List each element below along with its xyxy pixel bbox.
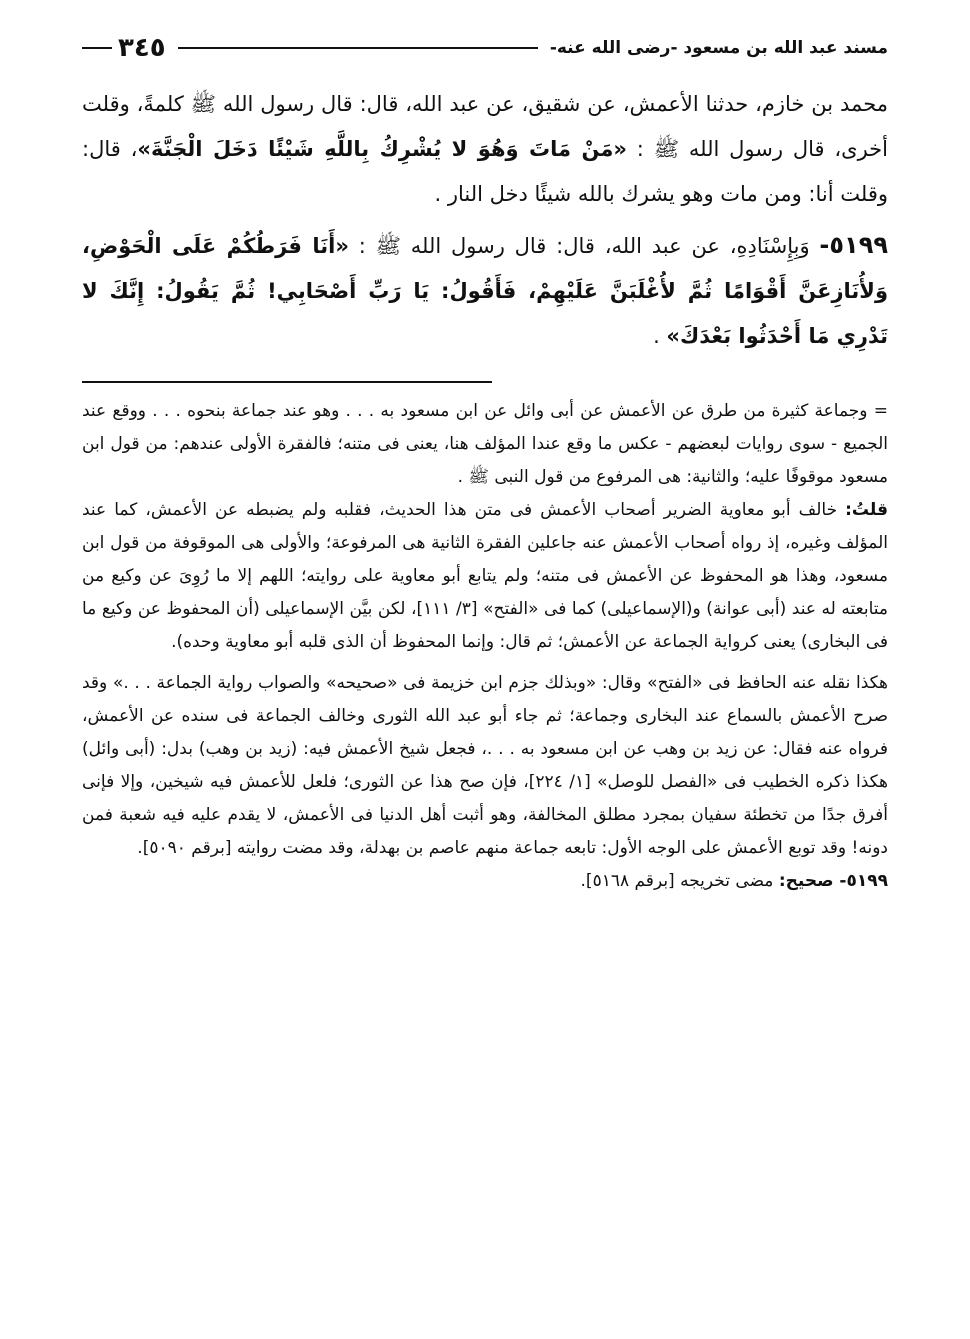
hadith-quote: «أَنَا فَرَطُكُمْ عَلَى الْحَوْضِ، وَلأُنَازِعَنَّ أَقْوَامًا ثُمَّ لأُغْلَبَنَّ عَلَيْهِمْ، فَأَقُولُ: يَا رَبِّ أَصْحَابِي! ثُمَّ يَقُولُ: إِنَّكَ لا تَدْرِي مَا أَحْدَثُوا بَعْدَكَ»: [82, 234, 888, 348]
footnotes: [82, 395, 888, 898]
footnote-5199-text: مضى تخريجه [برقم ٥١٦٨].: [580, 871, 779, 891]
footnote-separator: [82, 381, 492, 383]
header-dash: [82, 47, 112, 49]
footnote-hakadha: هكذا نقله عنه الحافظ فى «الفتح» وقال: «وبذلك جزم ابن خزيمة فى «صحيحه» والصواب رواية الجماعة . . .» وقد صرح الأعمش بالسماع عند البخارى وجماعة؛ ثم جاء أبو عبد الله الثورى وخالف الجماعة فى سنده عن الأعمش، فرواه عنه فقال: عن زيد بن وهب عن ابن مسعود به . . .، فجعل شيخ الأعمش فيه: (زيد بن وهب) بدل: (أبى وائل) هكذا ذكره الخطيب فى «الفصل للوصل» [١/ ٢٢٤]، فإن صح هذا عن الثورى؛ فلعل للأعمش فيه شيخين، وإلا فإنى أفرق جدًا من تخطئة سفيان بمجرد مطلق المخالفة، وهو أثبت أهل الدنيا فى الأعمش، لا يقدم عليه فيه شعبة فمن دونه! وقد توبع الأعمش على الوجه الأول: تابعه جماعة منهم عاصم بن بهدلة، وقد مضت روايته [برقم ٥٠٩٠].: [82, 673, 888, 858]
hadith-5199: [82, 223, 888, 359]
qultu-label: قلتُ:: [845, 500, 888, 520]
qultu-text: خالف أبو معاوية الضرير أصحاب الأعمش فى متن هذا الحديث، فقلبه ولم يضبطه عن الأعمش، كما عند المؤلف وغيره، إذ رواه أصحاب الأعمش عنه جاعلين الفقرة الثانية هى المرفوعة؛ والأولى هى الموقوفة من قول ابن مسعود، وهذا هو المحفوظ عن الأعمش فى متنه؛ ولم يتابع أبو معاوية على روايته؛ اللهم إلا ما رُوِىَ عن وكيع من متابعته له عند (أبى عوانة) و(الإسماعيلى) كما فى «الفتح» [٣/ ١١١]، لكن بيَّن الإسماعيلى (أن المحفوظ عن وكيع ما فى البخارى) يعنى كرواية الجماعة عن الأعمش؛ ثم قال: وإنما المحفوظ أن الذى قلبه أبو معاوية وحده).: [82, 500, 888, 652]
main-paragraph-1: [82, 82, 888, 217]
p1-end: ، قال: وقلت أنا: ومن مات وهو يشرك بالله شيئًا دخل النار .: [82, 137, 888, 206]
footnote-qultu: [82, 494, 888, 659]
p1-quote: «مَنْ مَاتَ وَهُوَ لا يُشْرِكُ بِاللَّهِ شَيْئًا دَخَلَ الْجَنَّةَ»: [137, 137, 627, 161]
hadith-intro: وَبِإِسْنَادِهِ، عن عبد الله، قال: قال رسول الله ﷺ :: [348, 234, 820, 258]
p1-intro: محمد بن خازم، حدثنا الأعمش، عن شقيق، عن عبد الله، قال: قال رسول الله ﷺ كلمةً، وقلت أخرى، قال رسول الله ﷺ :: [82, 92, 888, 161]
main-text: [82, 82, 888, 359]
hadith-end: .: [653, 324, 667, 348]
running-header: [82, 28, 888, 68]
header-title: مسند عبد الله بن مسعود -رضى الله عنه-: [549, 38, 888, 58]
footnote-5199-label: ٥١٩٩- صحيح:: [778, 871, 888, 891]
page-number: ٣٤٥: [118, 33, 166, 63]
hadith-number: ٥١٩٩-: [819, 231, 888, 259]
footnote-continuation: = وجماعة كثيرة من طرق عن الأعمش عن أبى وائل عن ابن مسعود به . . . وهو عند جماعة بنحوه . . . ووقع عند الجميع - سوى روايات لبعضهم - عكس ما وقع عندا المؤلف هنا، يعنى فى متنه؛ فالفقرة الأولى عندهم: من قول ابن مسعود موقوفًا عليه؛ والثانية: هى المرفوع من قول النبى ﷺ .: [82, 401, 888, 487]
header-rule: [178, 47, 538, 49]
footnote-5199: [82, 865, 888, 898]
